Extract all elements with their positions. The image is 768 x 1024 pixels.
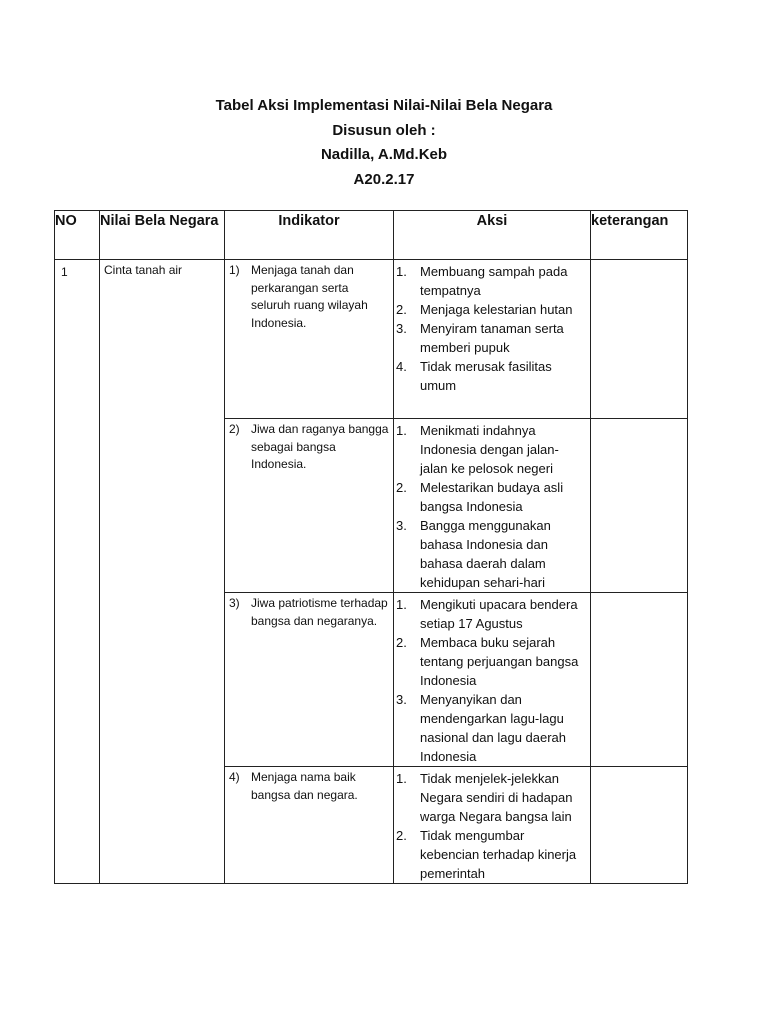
aksi-number: 2. [396, 302, 407, 317]
indikator-number: 4) [229, 770, 240, 784]
aksi-text: Menyiram tanaman serta memberi pupuk [420, 321, 564, 355]
aksi-number: 3. [396, 321, 407, 336]
aksi-item [396, 826, 584, 883]
aksi-text: Membaca buku sejarah tentang perjuangan bangsa Indonesia [420, 635, 579, 688]
document-title: Tabel Aksi Implementasi Nilai-Nilai Bela Negara [215, 97, 553, 114]
nilai-bela-negara-cell: Cinta tanah air [100, 260, 225, 884]
aksi-number: 1. [396, 771, 407, 786]
indikator-text: Jiwa dan raganya bangga sebagai bangsa Indonesia. [251, 422, 389, 471]
aksi-text: Tidak menjelek-jelekkan Negara sendiri di hadapan warga Negara bangsa lain [420, 771, 573, 824]
aksi-text: Menikmati indahnya Indonesia dengan jalan-jalan ke pelosok negeri [420, 423, 559, 476]
aksi-item [396, 516, 584, 592]
action-table [54, 210, 688, 884]
aksi-cell [394, 260, 591, 419]
aksi-number: 1. [396, 264, 407, 279]
aksi-item [396, 478, 584, 516]
author-name: Nadilla, A.Md.Keb [320, 146, 448, 163]
aksi-text: Melestarikan budaya asli bangsa Indonesia [420, 480, 564, 514]
column-header-no: NO [55, 211, 100, 260]
aksi-cell [394, 419, 591, 593]
aksi-item [396, 262, 584, 300]
aksi-item [396, 690, 584, 766]
aksi-number: 3. [396, 692, 407, 707]
aksi-cell [394, 767, 591, 884]
aksi-item [396, 319, 584, 357]
aksi-text: Membuang sampah pada tempatnya [420, 264, 568, 298]
aksi-item [396, 633, 584, 690]
aksi-item [396, 595, 584, 633]
keterangan-cell [591, 419, 688, 593]
indikator-number: 3) [229, 596, 240, 610]
indikator-cell [225, 593, 394, 767]
aksi-number: 2. [396, 480, 407, 495]
aksi-list [394, 593, 590, 766]
indikator-cell [225, 419, 394, 593]
aksi-number: 1. [396, 597, 407, 612]
author-code: A20.2.17 [353, 170, 415, 188]
table-row [55, 260, 688, 419]
aksi-number: 2. [396, 828, 407, 843]
table-header-row [55, 211, 688, 260]
aksi-list [394, 419, 590, 592]
aksi-text: Tidak merusak fasilitas umum [420, 359, 552, 393]
aksi-text: Bangga menggunakan bahasa Indonesia dan bahasa daerah dalam kehidupan sehari-hari [420, 518, 551, 590]
column-header-indikator: Indikator [225, 211, 394, 260]
aksi-text: Menjaga kelestarian hutan [420, 302, 573, 317]
indikator-text: Menjaga nama baik bangsa dan negara. [251, 770, 358, 802]
aksi-number: 3. [396, 518, 407, 533]
aksi-cell [394, 593, 591, 767]
indikator-cell [225, 260, 394, 419]
indikator-number: 2) [229, 422, 240, 436]
aksi-item [396, 300, 584, 319]
document-header [0, 94, 768, 192]
aksi-item [396, 421, 584, 478]
aksi-number: 2. [396, 635, 407, 650]
keterangan-cell [591, 260, 688, 419]
aksi-item [396, 769, 584, 826]
keterangan-cell [591, 593, 688, 767]
indikator-cell [225, 767, 394, 884]
indikator-text: Jiwa patriotisme terhadap bangsa dan negaranya. [251, 596, 388, 628]
aksi-text: Menyanyikan dan mendengarkan lagu-lagu nasional dan lagu daerah Indonesia [420, 692, 567, 764]
document-subtitle: Disusun oleh : [332, 121, 436, 139]
column-header-keterangan: keterangan [591, 211, 688, 260]
keterangan-cell [591, 767, 688, 884]
aksi-number: 4. [396, 359, 407, 374]
aksi-number: 1. [396, 423, 407, 438]
aksi-text: Tidak mengumbar kebencian terhadap kinerja pemerintah [420, 828, 577, 881]
aksi-list [394, 767, 590, 883]
row-number: 1 [55, 260, 100, 884]
column-header-aksi: Aksi [394, 211, 591, 260]
indikator-text: Menjaga tanah dan perkarangan serta seluruh ruang wilayah Indonesia. [251, 263, 368, 330]
aksi-item [396, 357, 584, 395]
indikator-number: 1) [229, 263, 240, 277]
column-header-nilai: Nilai Bela Negara [100, 211, 225, 260]
aksi-text: Mengikuti upacara bendera setiap 17 Agustus [420, 597, 578, 631]
aksi-list [394, 260, 590, 395]
